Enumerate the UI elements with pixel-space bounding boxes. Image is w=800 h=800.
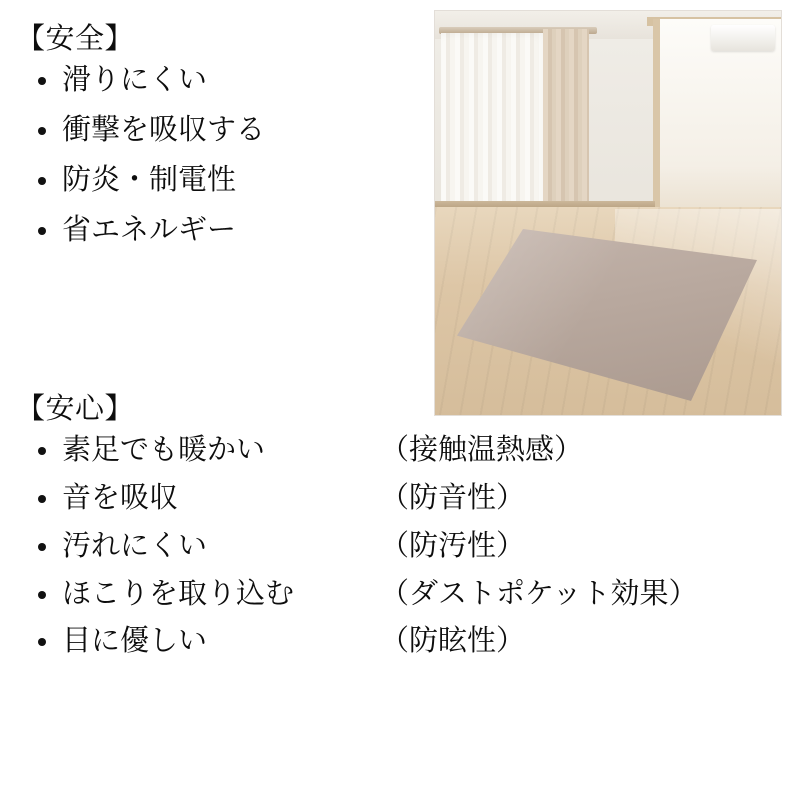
list-item [16,574,784,613]
list-item-text: 汚れにくい [62,527,208,562]
list-item-note: （ダストポケット効果） [380,575,698,610]
list-item-text: 音を吸収 [62,479,179,514]
list-item-text: 目に優しい [62,623,208,658]
list-item-text: 衝撃を吸収する [62,111,266,146]
list-item-note: （防音性） [380,479,526,514]
section-relief-heading: 【安心】 [16,391,135,425]
section-safety [16,18,416,259]
list-item-note: （防汚性） [380,527,526,562]
list-item [16,621,784,660]
list-item-text: ほこりを取り込む [62,575,295,610]
room-photo [434,10,782,416]
list-item [16,526,784,565]
section-safety-list [16,60,416,248]
list-item-text: 素足でも暖かい [62,432,266,467]
section-relief [16,388,784,669]
list-item-note: （接触温熱感） [380,432,584,467]
section-safety-heading: 【安全】 [16,21,135,55]
list-item [16,430,784,469]
air-conditioner-icon [711,25,775,51]
list-item [16,478,784,517]
section-relief-list [16,430,784,660]
list-item-text: 滑りにくい [62,62,208,97]
list-item-text: 防炎・制電性 [62,161,237,196]
room-photo-scene [435,11,781,415]
list-item-note: （防眩性） [380,623,526,658]
list-item [16,160,416,199]
list-item [16,210,416,249]
list-item-text: 省エネルギー [62,211,237,246]
lace-curtain [441,33,551,215]
list-item [16,110,416,149]
beige-curtain [543,29,589,219]
list-item [16,60,416,99]
